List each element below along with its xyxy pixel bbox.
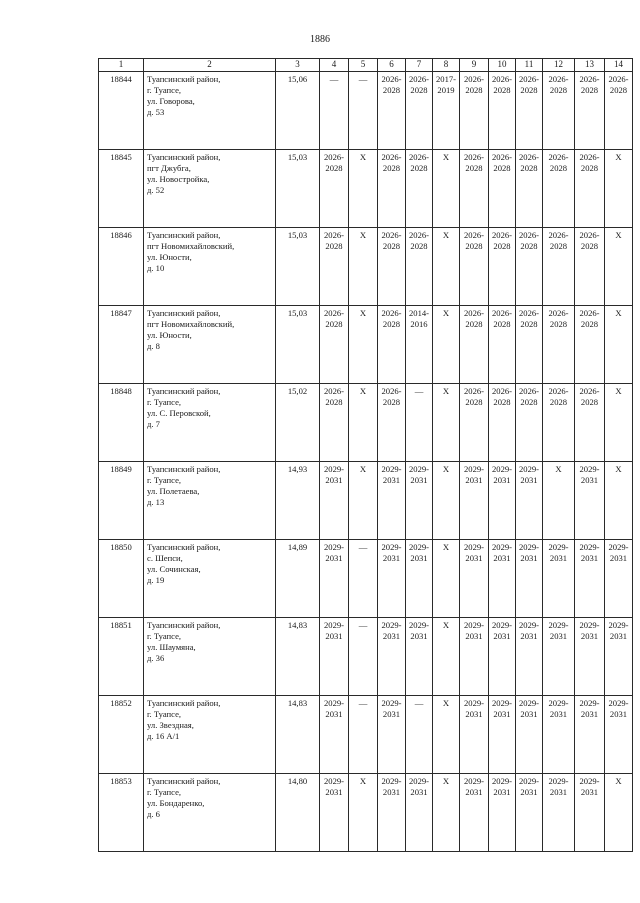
column-header: 8	[433, 59, 460, 72]
cell-col-9	[460, 150, 489, 228]
address: Туапсинский район, пгт Джубга, ул. Новостройка, д. 52	[144, 150, 276, 228]
cell-col-11	[516, 462, 543, 540]
cell-value: Х	[359, 386, 367, 396]
cell-value: 2026- 2028	[579, 230, 600, 251]
cell-value: Х	[442, 152, 450, 162]
cell-col-12	[543, 696, 575, 774]
cell-value: 2029- 2031	[579, 464, 600, 485]
cell-value: Х	[442, 542, 450, 552]
cell-col-9	[460, 540, 489, 618]
cell-col-14	[605, 72, 633, 150]
address: Туапсинский район, г. Туапсе, ул. Звездная, д. 16 А/1	[144, 696, 276, 774]
cell-col-14	[605, 306, 633, 384]
cell-col-6	[378, 150, 406, 228]
area: 15,02	[276, 384, 320, 462]
cell-col-6	[378, 696, 406, 774]
cell-value: Х	[359, 776, 367, 786]
cell-value: 2029- 2031	[463, 464, 485, 485]
register-table	[98, 58, 633, 852]
cell-value: 2026- 2028	[518, 152, 540, 173]
cell-col-14	[605, 462, 633, 540]
cell-col-10	[489, 618, 516, 696]
area: 15,03	[276, 306, 320, 384]
cell-value: 2029- 2031	[381, 464, 402, 485]
cell-value: 2029- 2031	[323, 464, 345, 485]
address: Туапсинский район, г. Туапсе, ул. Полетаева, д. 13	[144, 462, 276, 540]
cell-value: 2026- 2028	[491, 74, 513, 95]
cell-col-11	[516, 696, 543, 774]
cell-col-8	[433, 774, 460, 852]
column-header: 9	[460, 59, 489, 72]
cell-col-11	[516, 540, 543, 618]
cell-value: 2026- 2028	[548, 308, 569, 329]
cell-value: 2029- 2031	[463, 620, 485, 641]
cell-col-8	[433, 150, 460, 228]
cell-value: 2014- 2016	[408, 308, 430, 329]
cell-col-4	[320, 696, 349, 774]
cell-col-10	[489, 150, 516, 228]
cell-col-12	[543, 540, 575, 618]
cell-value: 2026- 2028	[463, 230, 485, 251]
cell-col-12	[543, 228, 575, 306]
cell-col-5	[349, 540, 378, 618]
cell-value: 2029- 2031	[579, 698, 600, 719]
cell-col-4	[320, 306, 349, 384]
cell-value: 2029- 2031	[608, 542, 629, 563]
cell-value: Х	[442, 698, 450, 708]
record-id: 18853	[99, 774, 144, 852]
cell-value: —	[358, 74, 368, 84]
cell-col-13	[575, 72, 605, 150]
cell-col-11	[516, 306, 543, 384]
cell-col-8	[433, 228, 460, 306]
table-body	[99, 72, 633, 852]
column-header: 3	[276, 59, 320, 72]
cell-value: 2026- 2028	[491, 152, 513, 173]
cell-value: 2029- 2031	[548, 542, 569, 563]
cell-value: 2029- 2031	[548, 698, 569, 719]
cell-col-4	[320, 462, 349, 540]
record-id: 18849	[99, 462, 144, 540]
cell-value: 2029- 2031	[518, 698, 540, 719]
cell-value: 2026- 2028	[381, 230, 402, 251]
cell-value: 2029- 2031	[579, 776, 600, 797]
cell-col-11	[516, 774, 543, 852]
header-row	[99, 59, 633, 72]
area: 14,83	[276, 618, 320, 696]
address: Туапсинский район, г. Туапсе, ул. Шаумяна, д. 36	[144, 618, 276, 696]
cell-value: 2029- 2031	[408, 620, 430, 641]
cell-value: 2026- 2028	[518, 230, 540, 251]
cell-value: 2029- 2031	[518, 542, 540, 563]
cell-value: 2026- 2028	[381, 74, 402, 95]
cell-col-14	[605, 228, 633, 306]
cell-col-7	[406, 306, 433, 384]
cell-col-13	[575, 462, 605, 540]
cell-value: 2029- 2031	[491, 776, 513, 797]
record-id: 18844	[99, 72, 144, 150]
cell-value: 2029- 2031	[548, 776, 569, 797]
record-id: 18846	[99, 228, 144, 306]
cell-value: —	[414, 698, 424, 708]
cell-col-8	[433, 72, 460, 150]
cell-value: 2029- 2031	[518, 620, 540, 641]
cell-col-5	[349, 150, 378, 228]
cell-value: 2026- 2028	[323, 386, 345, 407]
cell-value: 2029- 2031	[408, 464, 430, 485]
table-row	[99, 228, 633, 306]
cell-col-13	[575, 150, 605, 228]
cell-value: 2026- 2028	[463, 74, 485, 95]
column-header: 13	[575, 59, 605, 72]
cell-col-6	[378, 618, 406, 696]
cell-value: 2026- 2028	[463, 308, 485, 329]
table-row	[99, 696, 633, 774]
record-id: 18850	[99, 540, 144, 618]
cell-col-9	[460, 72, 489, 150]
cell-value: Х	[555, 464, 562, 474]
cell-col-11	[516, 228, 543, 306]
cell-value: 2026- 2028	[408, 74, 430, 95]
cell-value: 2029- 2031	[579, 620, 600, 641]
area: 14,80	[276, 774, 320, 852]
cell-col-12	[543, 384, 575, 462]
cell-value: 2029- 2031	[491, 464, 513, 485]
cell-value: 2026- 2028	[579, 74, 600, 95]
cell-col-13	[575, 618, 605, 696]
cell-col-8	[433, 618, 460, 696]
cell-value: Х	[442, 620, 450, 630]
cell-value: 2026- 2028	[408, 152, 430, 173]
column-header: 6	[378, 59, 406, 72]
cell-col-10	[489, 774, 516, 852]
cell-value: 2026- 2028	[548, 386, 569, 407]
cell-col-7	[406, 774, 433, 852]
cell-value: 2026- 2028	[518, 74, 540, 95]
table-row	[99, 462, 633, 540]
cell-col-7	[406, 540, 433, 618]
table-row	[99, 618, 633, 696]
cell-col-9	[460, 696, 489, 774]
cell-value: 2026- 2028	[518, 386, 540, 407]
cell-col-10	[489, 306, 516, 384]
cell-col-12	[543, 774, 575, 852]
cell-value: Х	[442, 386, 450, 396]
cell-value: —	[358, 698, 368, 708]
cell-value: —	[358, 542, 368, 552]
cell-value: 2029- 2031	[463, 698, 485, 719]
cell-value: 2026- 2028	[548, 74, 569, 95]
cell-col-14	[605, 540, 633, 618]
cell-value: Х	[359, 308, 367, 318]
cell-col-14	[605, 150, 633, 228]
cell-col-11	[516, 618, 543, 696]
cell-value: 2026- 2028	[548, 152, 569, 173]
cell-value: 2026- 2028	[579, 308, 600, 329]
cell-value: Х	[615, 464, 622, 474]
area: 15,03	[276, 150, 320, 228]
cell-value: 2026- 2028	[491, 230, 513, 251]
column-header: 12	[543, 59, 575, 72]
cell-value: 2026- 2028	[491, 308, 513, 329]
area: 14,93	[276, 462, 320, 540]
cell-col-5	[349, 228, 378, 306]
cell-value: Х	[615, 308, 622, 318]
address: Туапсинский район, г. Туапсе, ул. С. Перовской, д. 7	[144, 384, 276, 462]
cell-value: 2029- 2031	[408, 776, 430, 797]
cell-col-13	[575, 774, 605, 852]
column-header: 7	[406, 59, 433, 72]
column-header: 14	[605, 59, 633, 72]
record-id: 18845	[99, 150, 144, 228]
table-row	[99, 306, 633, 384]
cell-col-8	[433, 462, 460, 540]
area: 14,89	[276, 540, 320, 618]
cell-value: 2029- 2031	[381, 542, 402, 563]
cell-value: 2026- 2028	[579, 386, 600, 407]
cell-col-4	[320, 384, 349, 462]
area: 15,03	[276, 228, 320, 306]
cell-value: 2029- 2031	[608, 698, 629, 719]
cell-col-6	[378, 774, 406, 852]
cell-value: 2026- 2028	[463, 152, 485, 173]
cell-col-11	[516, 384, 543, 462]
cell-value: 2026- 2028	[381, 308, 402, 329]
cell-value: Х	[615, 386, 622, 396]
cell-col-12	[543, 462, 575, 540]
cell-col-13	[575, 696, 605, 774]
cell-value: 2029- 2031	[518, 464, 540, 485]
cell-value: —	[414, 386, 424, 396]
cell-col-8	[433, 384, 460, 462]
cell-col-13	[575, 228, 605, 306]
cell-col-7	[406, 618, 433, 696]
cell-value: Х	[615, 776, 622, 786]
cell-col-9	[460, 306, 489, 384]
cell-value: 2029- 2031	[323, 542, 345, 563]
cell-value: 2026- 2028	[381, 386, 402, 407]
cell-col-6	[378, 540, 406, 618]
cell-col-10	[489, 696, 516, 774]
cell-col-9	[460, 228, 489, 306]
cell-col-6	[378, 462, 406, 540]
cell-value: 2029- 2031	[408, 542, 430, 563]
cell-value: Х	[442, 230, 450, 240]
area: 14,83	[276, 696, 320, 774]
cell-value: 2029- 2031	[518, 776, 540, 797]
cell-col-7	[406, 462, 433, 540]
cell-col-14	[605, 696, 633, 774]
cell-value: 2026- 2028	[518, 308, 540, 329]
cell-col-5	[349, 696, 378, 774]
cell-value: 2026- 2028	[491, 386, 513, 407]
cell-value: 2026- 2028	[463, 386, 485, 407]
address: Туапсинский район, пгт Новомихайловский, ул. Юности, д. 10	[144, 228, 276, 306]
cell-col-4	[320, 618, 349, 696]
cell-col-9	[460, 384, 489, 462]
cell-value: 2029- 2031	[463, 776, 485, 797]
cell-value: 2026- 2028	[323, 308, 345, 329]
column-header: 1	[99, 59, 144, 72]
column-header: 10	[489, 59, 516, 72]
cell-col-4	[320, 774, 349, 852]
cell-col-13	[575, 384, 605, 462]
cell-col-5	[349, 384, 378, 462]
cell-col-14	[605, 774, 633, 852]
cell-value: 2026- 2028	[323, 230, 345, 251]
cell-col-11	[516, 72, 543, 150]
cell-value: 2026- 2028	[323, 152, 345, 173]
cell-col-10	[489, 462, 516, 540]
cell-value: 2029- 2031	[381, 698, 402, 719]
address: Туапсинский район, г. Туапсе, ул. Говорова, д. 53	[144, 72, 276, 150]
cell-value: 2029- 2031	[608, 620, 629, 641]
cell-value: Х	[359, 152, 367, 162]
cell-col-7	[406, 384, 433, 462]
cell-value: Х	[442, 776, 450, 786]
cell-col-8	[433, 540, 460, 618]
cell-col-12	[543, 150, 575, 228]
cell-col-8	[433, 696, 460, 774]
cell-col-7	[406, 150, 433, 228]
column-header: 11	[516, 59, 543, 72]
cell-col-11	[516, 150, 543, 228]
cell-col-4	[320, 150, 349, 228]
cell-value: 2029- 2031	[323, 620, 345, 641]
cell-value: 2029- 2031	[491, 698, 513, 719]
cell-col-4	[320, 540, 349, 618]
cell-value: Х	[359, 230, 367, 240]
cell-col-14	[605, 618, 633, 696]
area: 15,06	[276, 72, 320, 150]
cell-value: Х	[359, 464, 367, 474]
cell-col-13	[575, 306, 605, 384]
cell-col-9	[460, 774, 489, 852]
cell-col-6	[378, 72, 406, 150]
cell-value: Х	[442, 464, 450, 474]
cell-col-8	[433, 306, 460, 384]
cell-col-5	[349, 774, 378, 852]
table-row	[99, 150, 633, 228]
record-id: 18851	[99, 618, 144, 696]
cell-col-6	[378, 228, 406, 306]
cell-value: 2029- 2031	[579, 542, 600, 563]
cell-col-5	[349, 618, 378, 696]
cell-value: 2026- 2028	[608, 74, 629, 95]
cell-col-12	[543, 618, 575, 696]
cell-col-10	[489, 384, 516, 462]
record-id: 18847	[99, 306, 144, 384]
cell-value: 2029- 2031	[381, 776, 402, 797]
column-header: 4	[320, 59, 349, 72]
cell-col-5	[349, 462, 378, 540]
cell-value: 2029- 2031	[323, 698, 345, 719]
cell-col-5	[349, 72, 378, 150]
cell-value: 2026- 2028	[381, 152, 402, 173]
cell-col-12	[543, 306, 575, 384]
address: Туапсинский район, с. Шепси, ул. Сочинская, д. 19	[144, 540, 276, 618]
cell-col-14	[605, 384, 633, 462]
cell-col-6	[378, 384, 406, 462]
cell-value: 2029- 2031	[491, 620, 513, 641]
cell-value: 2026- 2028	[548, 230, 569, 251]
column-header: 2	[144, 59, 276, 72]
cell-value: 2029- 2031	[463, 542, 485, 563]
table-row	[99, 540, 633, 618]
cell-value: Х	[615, 230, 622, 240]
cell-value: 2029- 2031	[491, 542, 513, 563]
cell-value: —	[329, 74, 339, 84]
cell-value: 2026- 2028	[408, 230, 430, 251]
cell-col-9	[460, 462, 489, 540]
table-row	[99, 774, 633, 852]
cell-col-4	[320, 228, 349, 306]
cell-col-13	[575, 540, 605, 618]
cell-value: 2017- 2019	[435, 74, 457, 95]
cell-col-9	[460, 618, 489, 696]
cell-col-12	[543, 72, 575, 150]
cell-value: 2029- 2031	[548, 620, 569, 641]
page-number: 1886	[310, 34, 330, 45]
cell-col-10	[489, 228, 516, 306]
cell-col-7	[406, 228, 433, 306]
cell-col-7	[406, 696, 433, 774]
record-id: 18848	[99, 384, 144, 462]
address: Туапсинский район, г. Туапсе, ул. Бондаренко, д. 6	[144, 774, 276, 852]
cell-col-6	[378, 306, 406, 384]
cell-col-7	[406, 72, 433, 150]
cell-col-10	[489, 540, 516, 618]
cell-value: 2029- 2031	[323, 776, 345, 797]
cell-value: —	[358, 620, 368, 630]
cell-value: 2029- 2031	[381, 620, 402, 641]
cell-col-5	[349, 306, 378, 384]
table-row	[99, 384, 633, 462]
cell-col-10	[489, 72, 516, 150]
column-header: 5	[349, 59, 378, 72]
cell-value: 2026- 2028	[579, 152, 600, 173]
cell-col-4	[320, 72, 349, 150]
cell-value: Х	[615, 152, 622, 162]
table-row	[99, 72, 633, 150]
cell-value: Х	[442, 308, 450, 318]
record-id: 18852	[99, 696, 144, 774]
address: Туапсинский район, пгт Новомихайловский, ул. Юности, д. 8	[144, 306, 276, 384]
